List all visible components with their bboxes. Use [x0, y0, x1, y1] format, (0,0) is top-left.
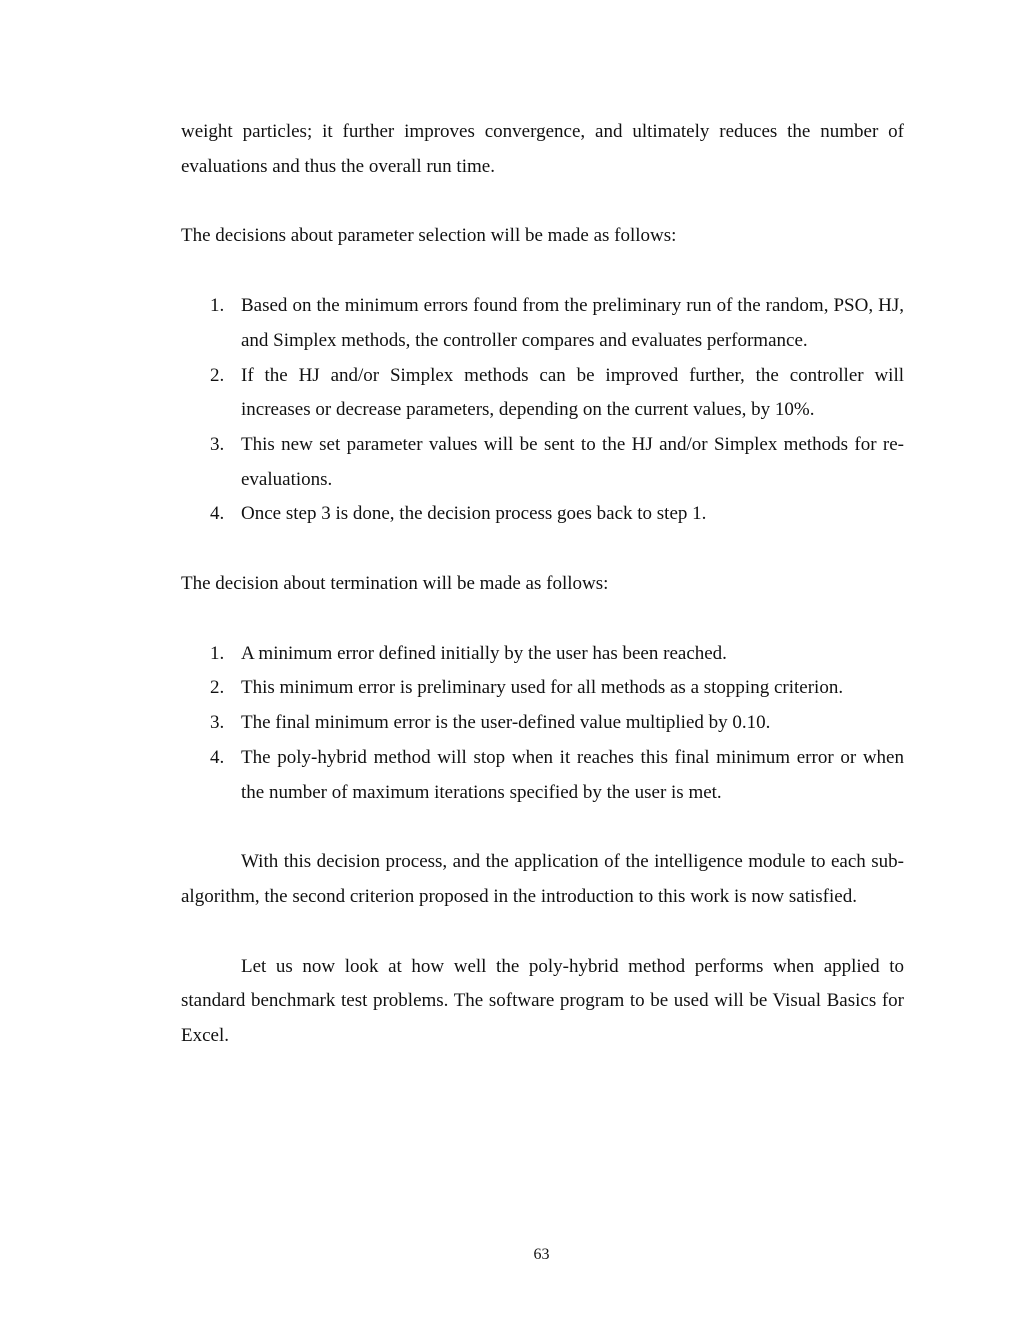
list-item-text: A minimum error defined initially by the user has been reached. — [241, 642, 727, 664]
intro-paragraph: weight particles; it further improves convergence, and ultimately reduces the number of evaluations and thus the overall run time. — [181, 121, 904, 177]
list-item-text: Once step 3 is done, the decision process goes back to step 1. — [241, 503, 707, 525]
list-item — [181, 289, 904, 358]
list-item-number: 4. — [210, 746, 225, 768]
list-item-text: If the HJ and/or Simplex methods can be improved further, the controller will increases or decrease parameters, depending on the current values, by 10%. — [241, 364, 904, 421]
text-column — [181, 115, 904, 1054]
termination-list — [181, 637, 904, 811]
list-item — [181, 706, 904, 741]
list-item — [181, 359, 904, 428]
list-item-text: Based on the minimum errors found from the preliminary run of the random, PSO, HJ, and Simplex methods, the controller compares and evaluates performance. — [241, 295, 904, 351]
list-item-number: 1. — [210, 642, 225, 664]
benchmark-paragraph: Let us now look at how well the poly-hybrid method performs when applied to standard benchmark test problems. The software program to be used will be Visual Basics for Excel. — [181, 955, 904, 1047]
list-item-number: 3. — [210, 712, 225, 734]
decision-process-paragraph: With this decision process, and the application of the intelligence module to each sub-algorithm, the second criterion proposed in the introduction to this work is now satisfied. — [181, 851, 904, 907]
list-item-number: 3. — [210, 433, 225, 455]
list-item — [181, 428, 904, 497]
list-item-text: This new set parameter values will be sent to the HJ and/or Simplex methods for re-evaluations. — [241, 433, 904, 490]
parameter-selection-heading: The decisions about parameter selection will be made as follows: — [181, 225, 677, 247]
list-item-text: The final minimum error is the user-defined value multiplied by 0.10. — [241, 712, 771, 734]
list-item-text: This minimum error is preliminary used for all methods as a stopping criterion. — [241, 677, 844, 699]
list-item-text: The poly-hybrid method will stop when it reaches this final minimum error or when the number of maximum iterations specified by the user is met. — [241, 746, 904, 803]
list-item — [181, 671, 904, 706]
list-item — [181, 741, 904, 810]
list-item-number: 2. — [210, 364, 225, 386]
list-item-number: 2. — [210, 677, 225, 699]
list-item — [181, 637, 904, 672]
page-number: 63 — [533, 1246, 550, 1263]
list-item-number: 4. — [210, 503, 225, 525]
parameter-selection-list — [181, 289, 904, 532]
termination-heading: The decision about termination will be made as follows: — [181, 573, 609, 595]
list-item — [181, 497, 904, 532]
list-item-number: 1. — [210, 295, 225, 317]
